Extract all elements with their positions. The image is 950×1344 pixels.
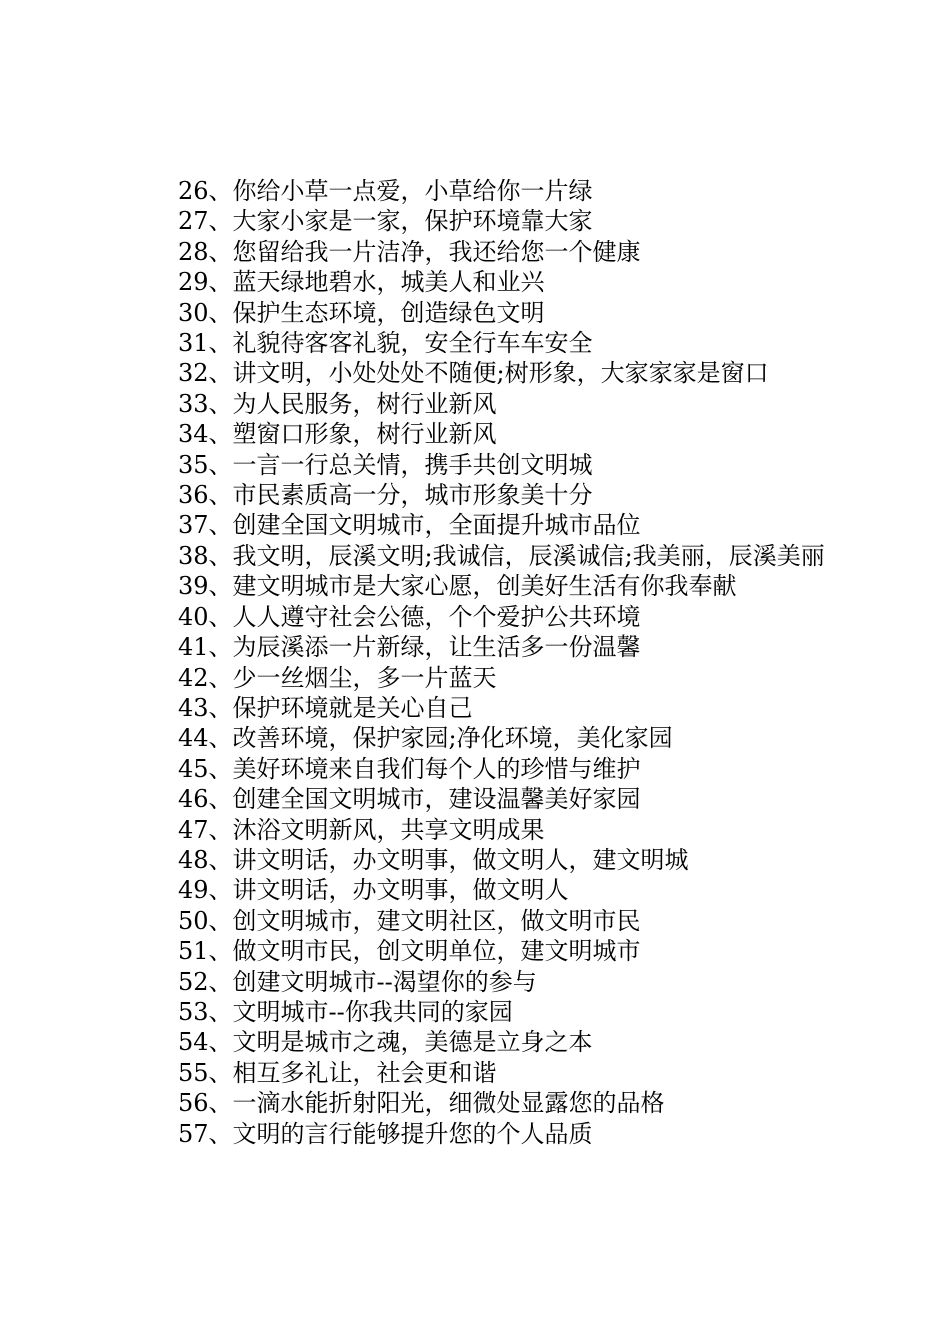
slogan-line: 32、讲文明，小处处处不随便;树形象，大家家家是窗口 (178, 359, 769, 388)
slogan-line: 49、讲文明话，办文明事，做文明人 (178, 876, 569, 905)
slogan-line: 36、市民素质高一分，城市形象美十分 (178, 481, 593, 510)
slogan-line: 52、创建文明城市--渴望你的参与 (178, 967, 537, 996)
slogan-line: 35、一言一行总关情，携手共创文明城 (178, 450, 593, 479)
slogan-line: 39、建文明城市是大家心愿，创美好生活有你我奉献 (178, 572, 737, 601)
slogan-line: 37、创建全国文明城市，全面提升城市品位 (178, 511, 641, 540)
slogan-line: 33、为人民服务，树行业新风 (178, 389, 497, 418)
slogan-line: 43、保护环境就是关心自己 (178, 693, 473, 722)
slogan-line: 46、创建全国文明城市，建设温馨美好家园 (178, 785, 641, 814)
slogan-line: 53、文明城市--你我共同的家园 (178, 997, 513, 1026)
slogan-list (130, 176, 840, 1149)
slogan-line: 51、做文明市民，创文明单位，建文明城市 (178, 937, 641, 966)
slogan-line: 54、文明是城市之魂，美德是立身之本 (178, 1028, 593, 1057)
slogan-line: 42、少一丝烟尘，多一片蓝天 (178, 663, 497, 692)
slogan-line: 31、礼貌待客客礼貌，安全行车车安全 (178, 329, 593, 358)
slogan-line: 30、保护生态环境，创造绿色文明 (178, 298, 545, 327)
slogan-line: 55、相互多礼让，社会更和谐 (178, 1058, 497, 1087)
slogan-line: 41、为辰溪添一片新绿，让生活多一份温馨 (178, 633, 641, 662)
slogan-line: 57、文明的言行能够提升您的个人品质 (178, 1119, 593, 1148)
slogan-line: 26、你给小草一点爱，小草给你一片绿 (178, 177, 593, 205)
slogan-line: 34、塑窗口形象，树行业新风 (178, 420, 497, 449)
slogan-line: 56、一滴水能折射阳光，细微处显露您的品格 (178, 1089, 665, 1118)
slogan-line: 47、沐浴文明新风，共享文明成果 (178, 815, 545, 844)
slogan-line: 45、美好环境来自我们每个人的珍惜与维护 (178, 754, 641, 783)
slogan-line: 38、我文明，辰溪文明;我诚信，辰溪诚信;我美丽，辰溪美丽 (178, 541, 825, 570)
slogan-line: 50、创文明城市，建文明社区，做文明市民 (178, 906, 641, 935)
slogan-line: 48、讲文明话，办文明事，做文明人，建文明城 (178, 845, 689, 874)
slogan-line: 40、人人遵守社会公德，个个爱护公共环境 (178, 602, 641, 631)
slogan-line: 29、蓝天绿地碧水，城美人和业兴 (178, 268, 545, 297)
slogan-line: 28、您留给我一片洁净，我还给您一个健康 (178, 237, 641, 266)
slogan-line: 27、大家小家是一家，保护环境靠大家 (178, 207, 593, 236)
slogan-line: 44、改善环境，保护家园;净化环境，美化家园 (178, 724, 673, 753)
